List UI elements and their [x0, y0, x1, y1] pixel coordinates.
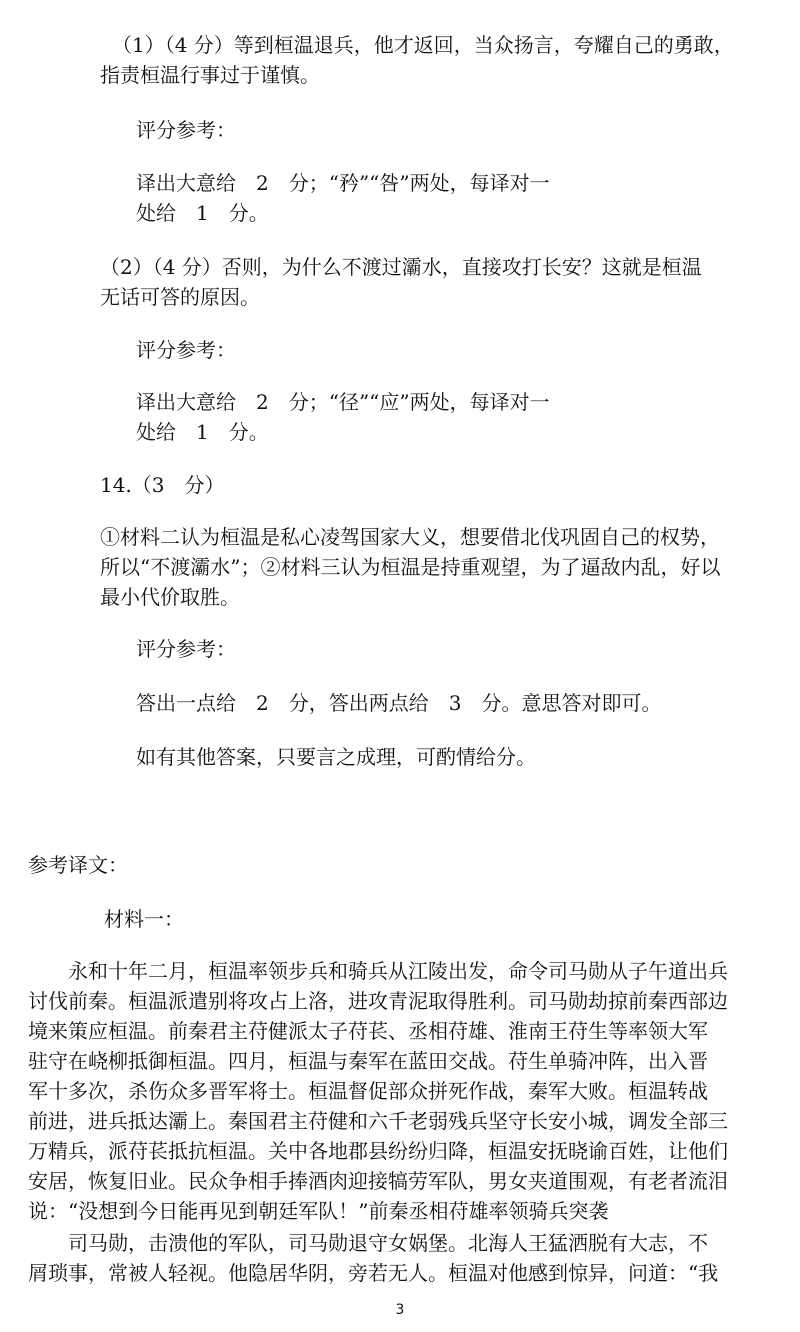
- page-number: 3: [395, 1302, 405, 1318]
- q13-a2-ref-text: [136, 387, 550, 447]
- q14-heading: 14.（3 分）: [100, 473, 225, 497]
- q14-ref-label: 评分参考：: [136, 637, 236, 661]
- text-line: 军十多次，杀伤众多晋军将士。桓温督促部众拼死作战，秦军大败。桓温转战: [28, 1079, 708, 1103]
- text-line: 处给 1 分。: [136, 420, 269, 444]
- text-line: 译出大意给 2 分；“矜”“咎”两处，每译对一: [136, 171, 550, 195]
- q13-answer-2: [100, 252, 702, 312]
- text-line: ①材料二认为桓温是私心凌驾国家大义，想要借北伐巩固自己的权势，: [100, 525, 720, 549]
- text-line: 屑琐事，常被人轻视。他隐居华阴，旁若无人。桓温对他感到惊异，问道：“我: [28, 1261, 719, 1285]
- text-line: 驻守在峣柳抵御桓温。四月，桓温与秦军在蓝田交战。苻生单骑冲阵，出入晋: [28, 1049, 708, 1073]
- q14-other-answers: 如有其他答案，只要言之成理，可酌情给分。: [136, 745, 536, 769]
- text-line: 永和十年二月，桓温率领步兵和骑兵从江陵出发，命令司马勋从子午道出兵: [28, 959, 728, 983]
- text-line: 说：“没想到今日能再见到朝廷军队！”前秦丞相苻雄率领骑兵突袭: [28, 1199, 609, 1223]
- translation-paragraph-1: [28, 956, 728, 1226]
- text-line: 译出大意给 2 分；“径”“应”两处，每译对一: [136, 390, 550, 414]
- translation-paragraph-2: [28, 1228, 718, 1288]
- text-line: 司马勋，击溃他的军队，司马勋退守女娲堡。北海人王猛洒脱有大志，不: [28, 1231, 708, 1255]
- q14-answer: [100, 522, 720, 612]
- text-line: 讨伐前秦。桓温派遣别将攻占上洛，进攻青泥取得胜利。司马勋劫掠前秦西部边: [28, 989, 728, 1013]
- q13-a2-ref-label: 评分参考：: [136, 338, 236, 362]
- text-line: 万精兵，派苻苌抵抗桓温。关中各地郡县纷纷归降，桓温安抚晓谕百姓，让他们: [28, 1139, 728, 1163]
- text-line: 指责桓温行事过于谨慎。: [100, 63, 320, 87]
- text-line: 安居，恢复旧业。民众争相手捧酒肉迎接犒劳军队，男女夹道围观，有老者流泪: [28, 1169, 728, 1193]
- text-line: 境来策应桓温。前秦君主苻健派太子苻苌、丞相苻雄、淮南王苻生等率领大军: [28, 1019, 708, 1043]
- text-line: 前进，进兵抵达灞上。秦国君主苻健和六千老弱残兵坚守长安小城，调发全部三: [28, 1109, 728, 1133]
- text-line: （2）（4 分）否则，为什么不渡过灞水，直接攻打长安？这就是桓温: [100, 255, 702, 279]
- q13-a1-ref-label: 评分参考：: [136, 118, 236, 142]
- text-line: 最小代价取胜。: [100, 585, 240, 609]
- text-line: （1）（4 分）等到桓温退兵，他才返回，当众扬言，夸耀自己的勇敢，: [112, 33, 734, 57]
- text-line: 处给 1 分。: [136, 201, 269, 225]
- translation-heading: 参考译文：: [28, 853, 128, 877]
- q14-ref-text: 答出一点给 2 分，答出两点给 3 分。意思答对即可。: [136, 691, 662, 715]
- text-line: 所以“不渡灞水”；②材料三认为桓温是持重观望，为了逼敌内乱，好以: [100, 555, 721, 579]
- q13-a1-ref-text: [136, 168, 550, 228]
- material-label: 材料一：: [104, 907, 184, 931]
- q13-answer-1: [100, 30, 734, 90]
- text-line: 无话可答的原因。: [100, 285, 260, 309]
